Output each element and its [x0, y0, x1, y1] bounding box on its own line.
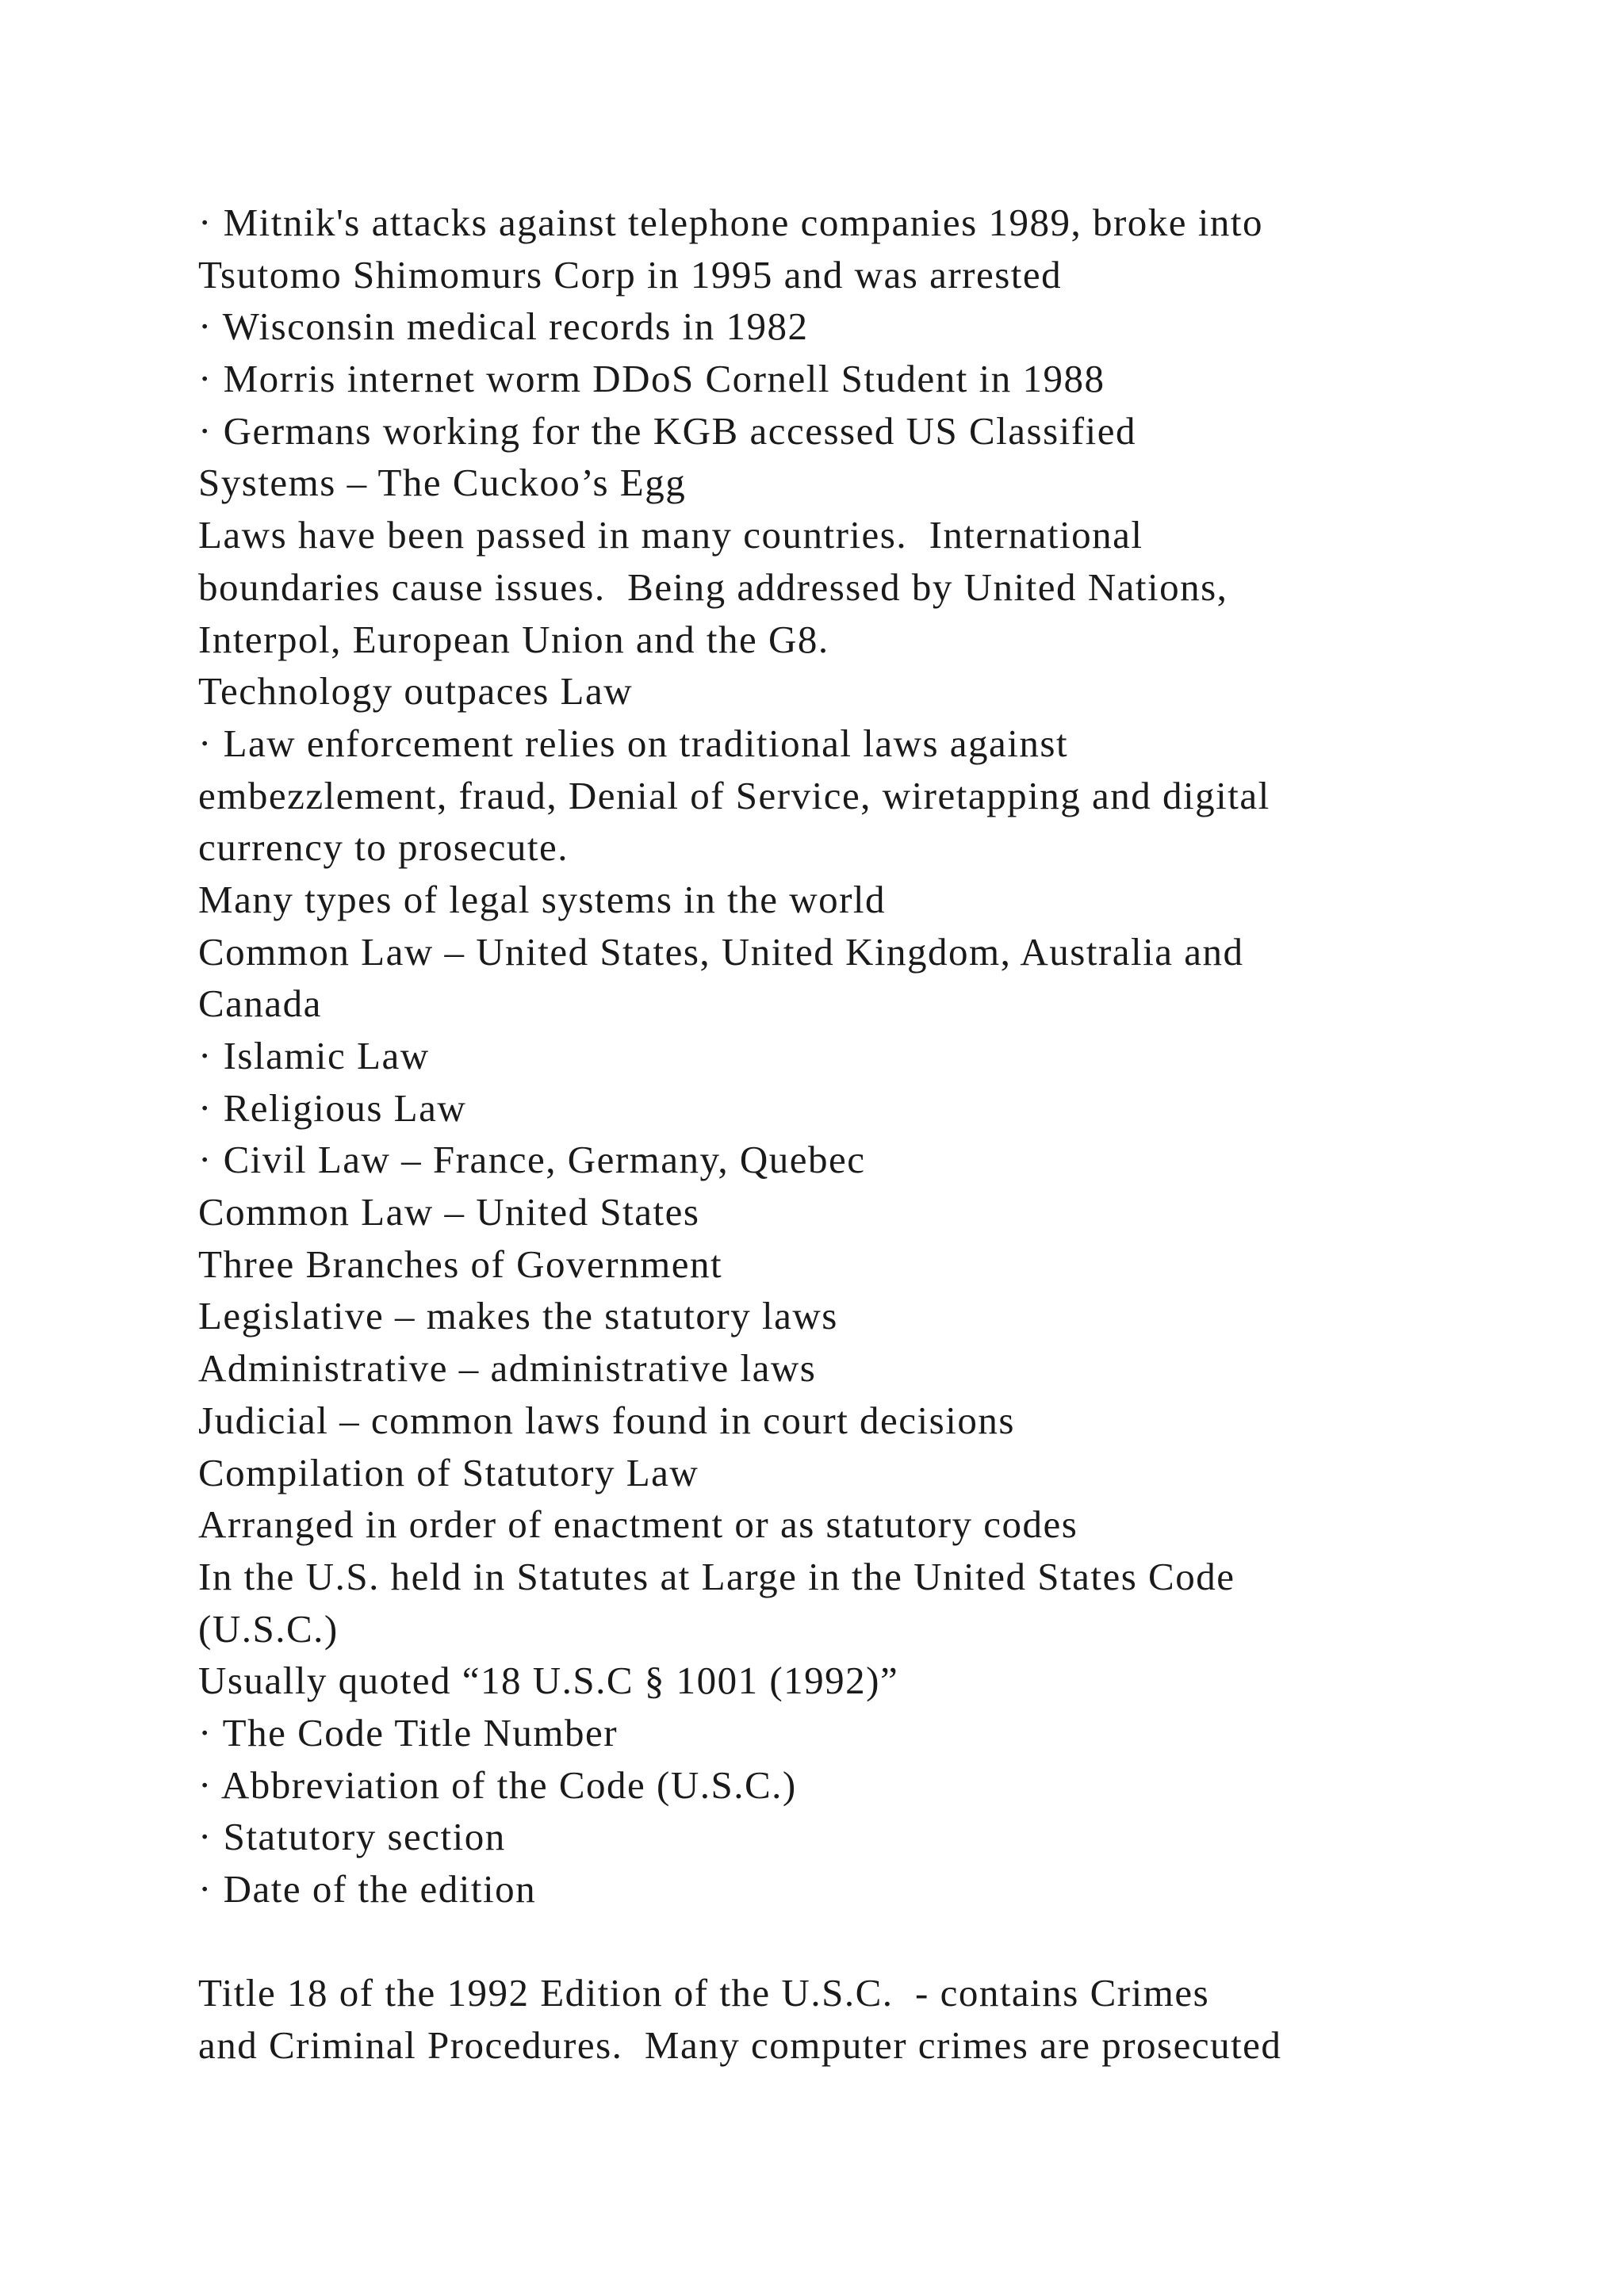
text-line: Compilation of Statutory Law	[198, 1450, 699, 1494]
text-line: Common Law – United States, United Kingdom, Australia and	[198, 929, 1244, 974]
text-line: · Civil Law – France, Germany, Quebec	[198, 1138, 866, 1182]
text-line: · Statutory section	[198, 1815, 506, 1859]
text-line: Laws have been passed in many countries. International	[198, 513, 1143, 557]
text-line: Systems – The Cuckoo’s Egg	[198, 461, 687, 505]
text-line: Interpol, European Union and the G8.	[198, 617, 829, 661]
text-line: · Abbreviation of the Code (U.S.C.)	[198, 1762, 797, 1807]
text-line: · Religious Law	[198, 1085, 467, 1130]
text-line: · Wisconsin medical records in 1982	[198, 304, 809, 349]
text-line: Legislative – makes the statutory laws	[198, 1294, 838, 1338]
text-line: In the U.S. held in Statutes at Large in the United States Code	[198, 1554, 1235, 1598]
text-line: · The Code Title Number	[198, 1710, 619, 1755]
text-line: currency to prosecute.	[198, 825, 569, 870]
text-line: Many types of legal systems in the world	[198, 877, 887, 921]
text-line: · Islamic Law	[198, 1034, 430, 1077]
text-line: · Morris internet worm DDoS Cornell Student in 1988	[198, 357, 1105, 401]
blank-line	[198, 1915, 1546, 1968]
text-line: and Criminal Procedures. Many computer crimes are prosecuted	[198, 2023, 1282, 2068]
text-line: Administrative – administrative laws	[198, 1346, 817, 1391]
text-line: · Mitnik's attacks against telephone companies 1989, broke into	[198, 201, 1264, 244]
text-line: Technology outpaces Law	[198, 669, 634, 714]
text-line: Judicial – common laws found in court decisions	[198, 1398, 1015, 1442]
text-line: Common Law – United States	[198, 1190, 700, 1234]
document-body	[198, 197, 1546, 2072]
text-line: Three Branches of Government	[198, 1242, 723, 1286]
text-line: embezzlement, fraud, Denial of Service, wiretapping and digital	[198, 773, 1270, 817]
text-line: Tsutomo Shimomurs Corp in 1995 and was arrested	[198, 252, 1063, 297]
text-line: · Law enforcement relies on traditional laws against	[198, 721, 1069, 765]
text-line: Arranged in order of enactment or as statutory codes	[198, 1502, 1078, 1547]
text-line: (U.S.C.)	[198, 1606, 339, 1651]
text-line: · Germans working for the KGB accessed US Classified	[198, 408, 1136, 453]
text-line: · Date of the edition	[198, 1867, 537, 1911]
text-line: Title 18 of the 1992 Edition of the U.S.C. - contains Crimes	[198, 1971, 1210, 2015]
text-line: boundaries cause issues. Being addressed by United Nations,	[198, 564, 1228, 609]
text-line: Usually quoted “18 U.S.C § 1001 (1992)”	[198, 1659, 899, 1703]
text-line: Canada	[198, 982, 322, 1026]
